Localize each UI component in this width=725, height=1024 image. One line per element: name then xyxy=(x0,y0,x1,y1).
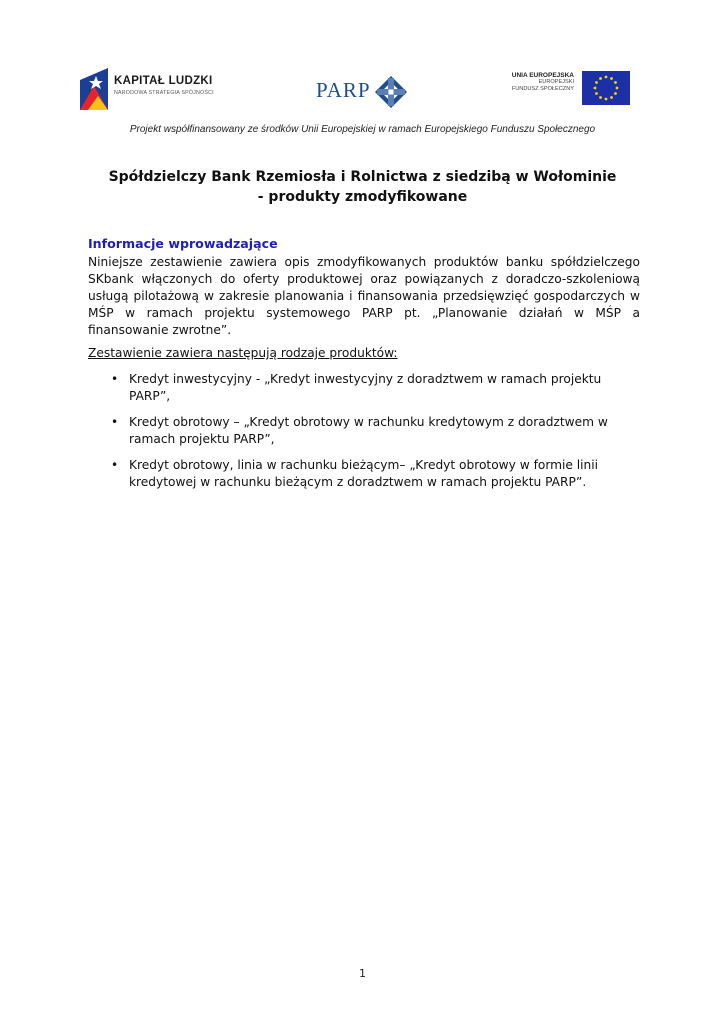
eu-flag-icon xyxy=(582,71,630,105)
kapital-ludzki-emblem-icon xyxy=(78,66,112,112)
eu-line2: FUNDUSZ SPOŁECZNY xyxy=(511,86,574,92)
product-list xyxy=(88,371,640,491)
kapital-ludzki-title: KAPITAŁ LUDZKI xyxy=(114,75,213,87)
eu-title: UNIA EUROPEJSKA xyxy=(511,72,574,79)
list-item xyxy=(88,457,640,491)
title-line-2: - produkty zmodyfikowane xyxy=(257,189,468,205)
product-item-text: Kredyt obrotowy – „Kredyt obrotowy w rachunku kredytowym z doradztwem w ramach projektu PARP”, xyxy=(129,415,608,446)
title-line-1: Spółdzielczy Bank Rzemiosła i Rolnictwa z siedzibą w Wołominie xyxy=(108,169,617,185)
parp-emblem-icon xyxy=(373,74,409,110)
document-title xyxy=(0,167,725,207)
product-item-text: Kredyt inwestycyjny - „Kredyt inwestycyjny z doradztwem w ramach projektu PARP”, xyxy=(129,372,602,403)
list-item xyxy=(88,414,640,448)
product-item-text: Kredyt obrotowy, linia w rachunku bieżącym– „Kredyt obrotowy w formie linii kredytowej w rachunku bieżącym z doradztwem w ramach projektu PARP”. xyxy=(129,458,599,489)
kapital-ludzki-subtitle: NARODOWA STRATEGIA SPÓJNOŚCI xyxy=(114,90,214,96)
list-intro: Zestawienie zawiera następują rodzaje produktów: xyxy=(88,346,398,360)
cofinancing-note: Projekt współfinansowany ze środków Unii Europejskiej w ramach Europejskiego Funduszu Społecznego xyxy=(129,124,596,135)
eu-logo xyxy=(506,70,630,106)
section-heading: Informacje wprowadzające xyxy=(88,236,278,251)
bullet-icon: • xyxy=(111,415,119,429)
header-logos xyxy=(0,0,725,120)
kapital-ludzki-logo xyxy=(78,66,228,112)
bullet-icon: • xyxy=(111,372,119,386)
bullet-icon: • xyxy=(111,458,119,472)
document-body xyxy=(88,235,640,500)
parp-text: PARP xyxy=(316,78,371,102)
list-item xyxy=(88,371,640,405)
parp-logo xyxy=(316,72,411,112)
intro-paragraph: Niniejsze zestawienie zawiera opis zmodyfikowanych produktów banku spółdzielczego SKbank włączonych do oferty produktowej oraz powiązanych z doradczo-szkoleniową usługą pilotażową w zakresie planowania i finansowania przedsięwzięć gospodarczych w MŚP w ramach projektu systemowego PARP pt. „Planowanie działań w MŚP a finansowanie zwrotne”. xyxy=(88,255,640,337)
page-number: 1 xyxy=(359,967,366,980)
eu-line1: EUROPEJSKI xyxy=(538,79,574,85)
